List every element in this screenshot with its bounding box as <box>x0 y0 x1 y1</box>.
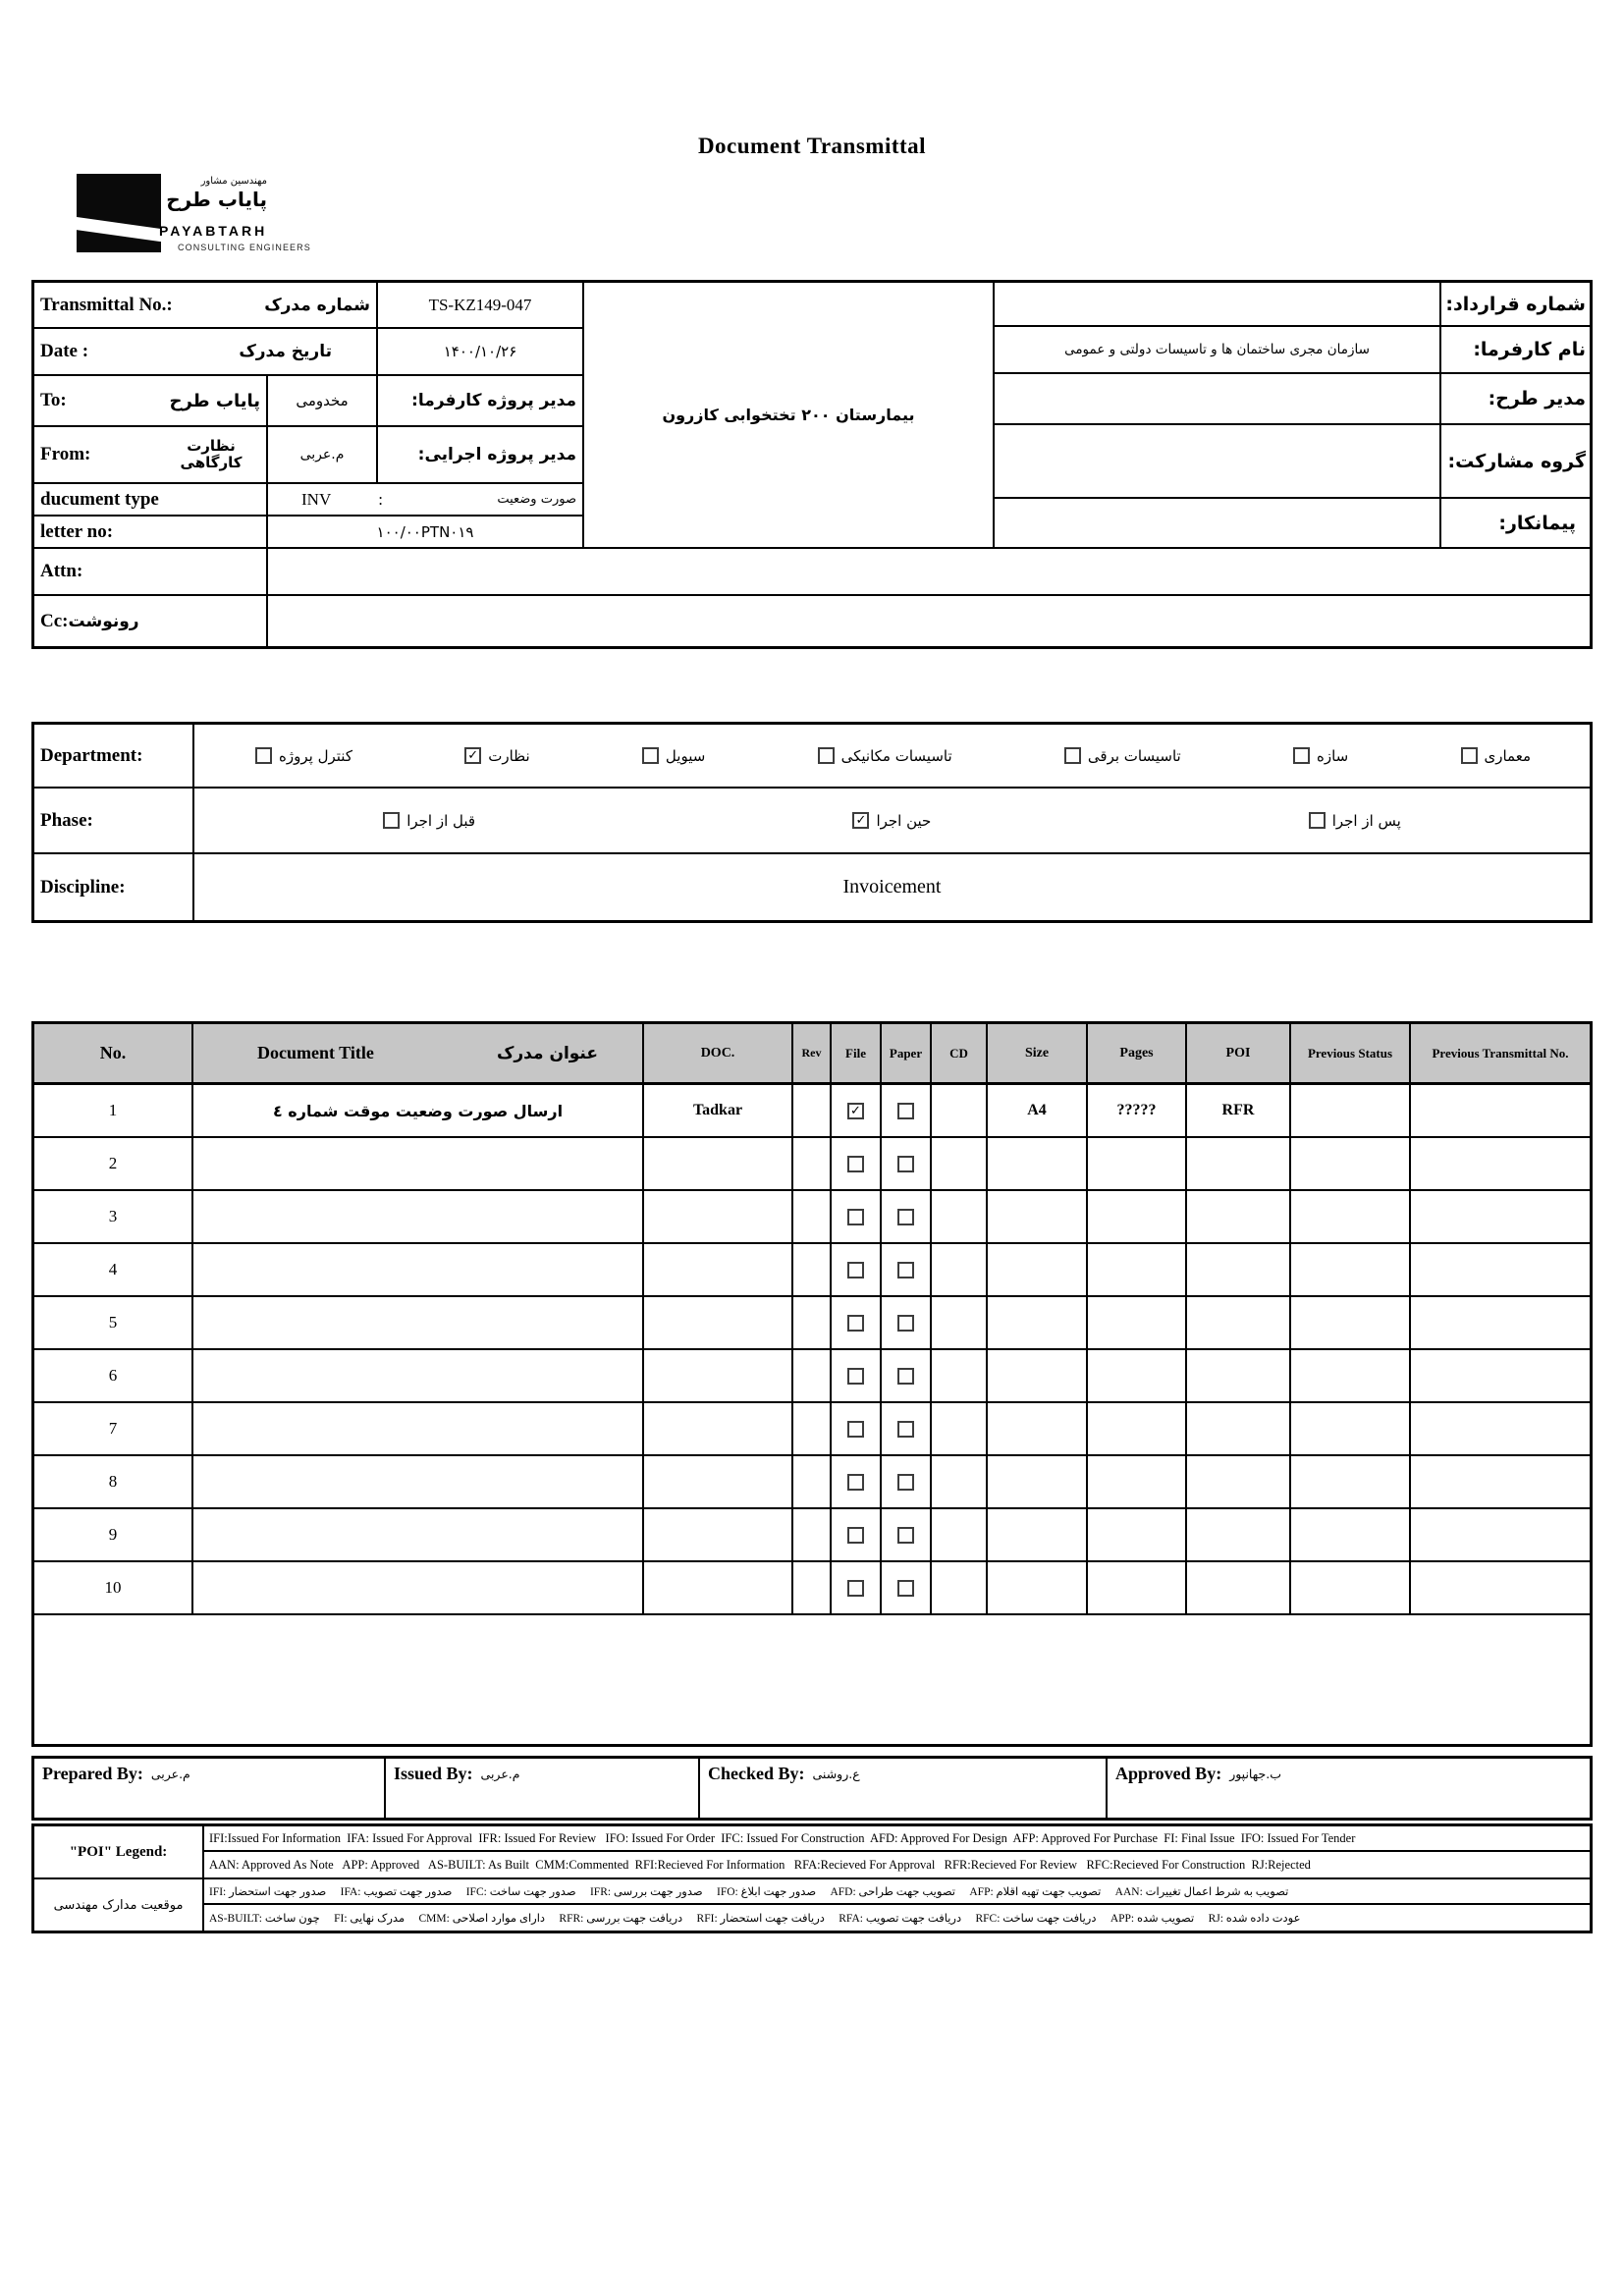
paper-checkbox[interactable] <box>897 1262 914 1279</box>
project-name: بیمارستان ۲۰۰ تختخوابی کازرون <box>662 406 915 424</box>
row-poi <box>1187 1403 1291 1454</box>
table-header-row <box>34 1024 1590 1085</box>
col-header-file: File <box>832 1024 882 1082</box>
row-no: 2 <box>34 1138 193 1189</box>
prepared-by-name: م.عربی <box>150 1767 190 1781</box>
before-execution-checkbox[interactable] <box>383 812 400 829</box>
classification-table <box>31 722 1593 923</box>
electrical-checkbox[interactable] <box>1064 747 1081 764</box>
row-pages <box>1088 1191 1187 1242</box>
row-prev-transmittal <box>1411 1562 1590 1613</box>
row-pages <box>1088 1297 1187 1348</box>
row-no: 5 <box>34 1297 193 1348</box>
fa-legend-line-1: IFI: صدور جهت استحضار IFA: صدور جهت تصویب IFC: صدور جهت ساخت IFR: صدور جهت بررسی IFO: صدور جهت ابلاغ AFD: تصویب جهت طراحی AFP: تصویب جهت تهیه اقلام AAN: تصویب به شرط اعمال تغییرات <box>204 1879 1590 1905</box>
row-doc <box>644 1350 793 1401</box>
row-rev <box>793 1350 832 1401</box>
row-poi <box>1187 1350 1291 1401</box>
row-cd <box>932 1509 988 1560</box>
row-doc <box>644 1562 793 1613</box>
department-option-civil <box>642 747 705 765</box>
cc-row <box>34 596 1590 646</box>
col-header-title-en: Document Title <box>257 1043 374 1062</box>
logo-swoosh-icon <box>77 216 161 243</box>
row-no: 9 <box>34 1509 193 1560</box>
row-size: A4 <box>988 1085 1088 1136</box>
cc-label-fa: رونوشت <box>68 611 139 631</box>
contract-no-label: شماره قرارداد: <box>1441 283 1590 327</box>
row-title <box>193 1244 644 1295</box>
issued-by-name: م.عربی <box>480 1767 520 1781</box>
date-value: ۱۴۰۰/۱۰/۲۶ <box>443 343 517 360</box>
footer <box>31 1756 1593 1933</box>
phase-option-before <box>383 812 475 830</box>
row-cd <box>932 1138 988 1189</box>
row-rev <box>793 1085 832 1136</box>
department-option-project-control <box>255 747 352 765</box>
col-header-paper: Paper <box>882 1024 932 1082</box>
row-no: 8 <box>34 1456 193 1507</box>
transmittal-no-label: Transmittal No.: <box>40 294 173 315</box>
partnership-label: گروه مشارکت: <box>1441 425 1590 499</box>
discipline-row <box>34 854 1590 920</box>
row-poi <box>1187 1138 1291 1189</box>
phase-option-after <box>1309 812 1401 830</box>
col-header-poi: POI <box>1187 1024 1291 1082</box>
document-table <box>31 1021 1593 1747</box>
file-checkbox[interactable] <box>847 1156 864 1172</box>
client-name-row <box>995 327 1590 374</box>
row-prev-status <box>1291 1297 1411 1348</box>
file-checkbox[interactable] <box>847 1209 864 1225</box>
row-rev <box>793 1191 832 1242</box>
table-row <box>34 1191 1590 1244</box>
transmittal-no-label-fa: شماره مدرک <box>264 295 370 315</box>
info-table <box>31 280 1593 649</box>
date-row <box>34 329 584 376</box>
cc-value <box>268 596 1590 646</box>
supervision-label: نظارت <box>488 746 530 765</box>
row-prev-status <box>1291 1350 1411 1401</box>
fa-legend-label: موقعیت مدارک مهندسی <box>34 1879 204 1931</box>
date-label: Date : <box>40 341 89 361</box>
row-no: 10 <box>34 1562 193 1613</box>
table-row <box>34 1509 1590 1562</box>
phase-label: Phase: <box>34 789 194 852</box>
from-value: نظارت کارگاهی <box>180 436 243 471</box>
checked-by-name: ع.روشنی <box>812 1767 860 1781</box>
paper-checkbox[interactable] <box>897 1527 914 1544</box>
row-title <box>193 1509 644 1560</box>
poi-legend-row <box>34 1826 1590 1879</box>
row-cd <box>932 1350 988 1401</box>
row-doc <box>644 1509 793 1560</box>
row-doc <box>644 1456 793 1507</box>
row-cd <box>932 1244 988 1295</box>
row-prev-status <box>1291 1509 1411 1560</box>
row-cd <box>932 1191 988 1242</box>
row-doc <box>644 1403 793 1454</box>
prepared-by-cell <box>34 1759 386 1818</box>
page-title: Document Transmittal <box>697 134 927 158</box>
legend-table <box>31 1823 1593 1933</box>
from-label: From: <box>40 444 91 464</box>
mechanical-checkbox[interactable] <box>818 747 835 764</box>
row-prev-status <box>1291 1562 1411 1613</box>
col-header-rev: Rev <box>793 1024 832 1082</box>
design-manager-row <box>995 374 1590 425</box>
exec-pm-label: مدیر پروژه اجرایی: <box>417 445 576 464</box>
prepared-by-label: Prepared By: <box>42 1764 143 1783</box>
poi-legend-label: "POI" Legend: <box>34 1826 204 1877</box>
row-title <box>193 1562 644 1613</box>
contractor-label: پیمانکار: <box>1441 499 1590 549</box>
company-logo-icon <box>77 174 161 252</box>
letter-no-row <box>34 517 584 549</box>
contractor-value <box>995 499 1441 549</box>
row-poi <box>1187 1191 1291 1242</box>
col-header-prev-status: Previous Status <box>1291 1024 1411 1082</box>
row-pages <box>1088 1138 1187 1189</box>
table-row <box>34 1297 1590 1350</box>
row-pages <box>1088 1509 1187 1560</box>
row-size <box>988 1244 1088 1295</box>
department-option-mechanical <box>818 747 952 765</box>
row-pages <box>1088 1403 1187 1454</box>
col-header-cd: CD <box>932 1024 988 1082</box>
design-manager-label: مدیر طرح: <box>1441 374 1590 425</box>
row-title <box>193 1350 644 1401</box>
row-size <box>988 1191 1088 1242</box>
date-label-fa: تاریخ مدرک <box>239 342 332 361</box>
col-header-doc: DOC. <box>644 1024 793 1082</box>
row-pages <box>1088 1562 1187 1613</box>
contract-no-value <box>995 283 1441 327</box>
row-prev-transmittal <box>1411 1456 1590 1507</box>
partnership-row <box>995 425 1590 499</box>
row-prev-status <box>1291 1191 1411 1242</box>
row-prev-transmittal <box>1411 1191 1590 1242</box>
project-name-cell <box>584 283 995 549</box>
row-rev <box>793 1297 832 1348</box>
table-row <box>34 1085 1590 1138</box>
row-title <box>193 1297 644 1348</box>
row-rev <box>793 1138 832 1189</box>
during-execution-label: حین اجرا <box>876 811 932 830</box>
row-prev-transmittal <box>1411 1350 1590 1401</box>
row-size <box>988 1297 1088 1348</box>
from-row <box>34 427 584 484</box>
row-no: 4 <box>34 1244 193 1295</box>
row-size <box>988 1350 1088 1401</box>
row-cd <box>932 1297 988 1348</box>
after-execution-label: پس از اجرا <box>1331 811 1401 830</box>
checked-by-cell <box>700 1759 1108 1818</box>
doc-type-colon: : <box>378 489 383 509</box>
row-pages <box>1088 1456 1187 1507</box>
table-row <box>34 1562 1590 1615</box>
paper-checkbox[interactable] <box>897 1209 914 1225</box>
row-cd <box>932 1085 988 1136</box>
row-prev-status <box>1291 1244 1411 1295</box>
project-control-checkbox[interactable] <box>255 747 272 764</box>
row-prev-status <box>1291 1403 1411 1454</box>
client-pm-label: مدیر پروژه کارفرما: <box>411 391 576 410</box>
fa-legend-line-2: AS-BUILT: چون ساخت FI: مدرک نهایی CMM: دارای موارد اصلاحی RFR: دریافت جهت بررسی RFI: دریافت جهت استحضار RFA: دریافت جهت تصویب RFC: دریافت جهت ساخت APP: تصویب شده RJ: عودت داده شده <box>209 1913 1301 1925</box>
table-row <box>34 1456 1590 1509</box>
row-pages <box>1088 1244 1187 1295</box>
discipline-value: Invoicement <box>842 876 942 898</box>
row-rev <box>793 1403 832 1454</box>
col-header-no: No. <box>34 1024 193 1082</box>
row-prev-transmittal <box>1411 1297 1590 1348</box>
paper-checkbox[interactable] <box>897 1103 914 1119</box>
paper-checkbox[interactable] <box>897 1315 914 1332</box>
file-checkbox[interactable] <box>847 1262 864 1279</box>
col-header-pages: Pages <box>1088 1024 1187 1082</box>
checked-by-label: Checked By: <box>708 1764 805 1783</box>
department-option-supervision <box>464 747 529 765</box>
poi-legend-line-1: IFI:Issued For Information IFA: Issued For Approval IFR: Issued For Review IFO: Issued For Order IFC: Issued For Construction AFD: Approved For Design AFP: Approved For Purchase FI: Final Issue IFO: Issued For Tender <box>204 1826 1590 1852</box>
paper-checkbox[interactable] <box>897 1580 914 1597</box>
row-prev-status <box>1291 1456 1411 1507</box>
row-size <box>988 1562 1088 1613</box>
row-poi <box>1187 1509 1291 1560</box>
col-header-title-fa: عنوان مدرک <box>496 1043 598 1063</box>
cc-label: Cc: <box>40 610 69 631</box>
file-checkbox[interactable] <box>847 1421 864 1438</box>
row-cd <box>932 1562 988 1613</box>
row-rev <box>793 1509 832 1560</box>
col-header-prev-transmittal: Previous Transmittal No. <box>1432 1045 1569 1061</box>
file-checkbox[interactable] <box>847 1368 864 1385</box>
attn-value <box>268 549 1590 596</box>
row-rev <box>793 1562 832 1613</box>
electrical-label: تاسیسات برقی <box>1087 746 1181 765</box>
row-no: 3 <box>34 1191 193 1242</box>
table-row <box>34 1138 1590 1191</box>
attn-row <box>34 549 1590 596</box>
row-prev-status <box>1291 1138 1411 1189</box>
col-header-size: Size <box>988 1024 1088 1082</box>
department-option-structure <box>1293 747 1348 765</box>
before-execution-label: قبل از اجرا <box>406 811 476 830</box>
design-manager-value <box>995 374 1441 425</box>
row-size <box>988 1509 1088 1560</box>
department-row <box>34 725 1590 789</box>
row-doc <box>644 1191 793 1242</box>
file-checkbox[interactable] <box>847 1527 864 1544</box>
row-poi: RFR <box>1187 1085 1291 1136</box>
poi-legend-line-2: AAN: Approved As Note APP: Approved AS-BUILT: As Built CMM:Commented RFI:Recieved For Information RFA:Recieved For Approval RFR:Recieved For Review RFC:Recieved For Construction RJ:Rejected <box>209 1857 1311 1872</box>
row-cd <box>932 1403 988 1454</box>
structure-checkbox[interactable] <box>1293 747 1310 764</box>
row-doc <box>644 1244 793 1295</box>
letter-no-value: ۱۰۰/۰۰PTN۰۱۹ <box>376 522 474 541</box>
col-header-title <box>193 1024 644 1082</box>
to-value: پایاب طرح <box>169 390 260 411</box>
row-prev-transmittal <box>1411 1403 1590 1454</box>
row-pages: ????? <box>1088 1085 1187 1136</box>
row-size <box>988 1138 1088 1189</box>
row-no: 1 <box>34 1085 193 1136</box>
row-size <box>988 1456 1088 1507</box>
from-person: م.عربی <box>299 447 345 462</box>
project-control-label: کنترل پروژه <box>279 746 352 765</box>
doc-type-fa: صورت وضعیت <box>497 492 576 507</box>
row-doc: Tadkar <box>644 1085 793 1136</box>
file-checkbox[interactable] <box>847 1315 864 1332</box>
discipline-label: Discipline: <box>34 854 194 920</box>
paper-checkbox[interactable] <box>897 1156 914 1172</box>
row-title <box>193 1403 644 1454</box>
row-no: 6 <box>34 1350 193 1401</box>
contractor-row <box>995 499 1590 549</box>
letter-no-label: letter no: <box>40 520 114 542</box>
supervision-checkbox[interactable]: ✓ <box>464 747 481 764</box>
issued-by-label: Issued By: <box>394 1764 473 1783</box>
architecture-checkbox[interactable] <box>1461 747 1478 764</box>
info-left-block <box>34 283 584 549</box>
row-poi <box>1187 1562 1291 1613</box>
phase-option-during <box>852 812 931 830</box>
info-right-block <box>995 283 1590 549</box>
file-checkbox[interactable] <box>847 1580 864 1597</box>
structure-label: سازه <box>1316 746 1349 765</box>
table-row <box>34 1350 1590 1403</box>
row-size <box>988 1403 1088 1454</box>
to-label: To: <box>40 390 67 410</box>
row-poi <box>1187 1456 1291 1507</box>
paper-checkbox[interactable] <box>897 1474 914 1491</box>
fa-legend-row <box>34 1879 1590 1931</box>
to-row <box>34 376 584 427</box>
row-title <box>193 1138 644 1189</box>
paper-checkbox[interactable] <box>897 1368 914 1385</box>
row-cd <box>932 1456 988 1507</box>
row-prev-transmittal <box>1411 1085 1590 1136</box>
row-prev-transmittal <box>1411 1244 1590 1295</box>
row-rev <box>793 1456 832 1507</box>
issued-by-cell <box>386 1759 700 1818</box>
after-execution-checkbox[interactable] <box>1309 812 1326 829</box>
partnership-value <box>995 425 1441 499</box>
row-doc <box>644 1297 793 1348</box>
during-execution-checkbox[interactable]: ✓ <box>852 812 869 829</box>
mechanical-label: تاسیسات مکانیکی <box>840 746 952 765</box>
row-title: ارسال صورت وضعیت موقت شماره ٤ <box>193 1085 644 1136</box>
civil-label: سیویل <box>665 746 706 765</box>
row-prev-status <box>1291 1085 1411 1136</box>
approved-by-cell <box>1108 1759 1590 1818</box>
logo-name-fa: پایاب طرح <box>166 188 267 211</box>
department-option-architecture <box>1461 747 1532 765</box>
row-prev-transmittal <box>1411 1138 1590 1189</box>
table-row <box>34 1244 1590 1297</box>
row-title <box>193 1456 644 1507</box>
row-no: 7 <box>34 1403 193 1454</box>
contract-no-row <box>995 283 1590 327</box>
doc-type-value: INV <box>301 489 332 509</box>
table-row <box>34 1403 1590 1456</box>
logo-subtitle: CONSULTING ENGINEERS <box>178 243 311 252</box>
row-poi <box>1187 1297 1291 1348</box>
to-person: مخدومی <box>296 392 349 409</box>
doc-type-label: ducument type <box>40 488 159 510</box>
approved-by-label: Approved By: <box>1115 1764 1222 1783</box>
phase-row <box>34 789 1590 854</box>
client-name-value: سازمان مجری ساختمان ها و تاسیسات دولتی و عمومی <box>1064 342 1370 357</box>
row-poi <box>1187 1244 1291 1295</box>
civil-checkbox[interactable] <box>642 747 659 764</box>
transmittal-no-row <box>34 283 584 329</box>
logo-tagline: مهندسین مشاور <box>200 176 267 187</box>
logo-name-en: PAYABTARH <box>159 223 268 239</box>
signature-row <box>31 1756 1593 1821</box>
row-pages <box>1088 1350 1187 1401</box>
client-name-label: نام کارفرما: <box>1441 327 1590 374</box>
attn-label: Attn: <box>40 561 83 581</box>
file-checkbox[interactable]: ✓ <box>847 1103 864 1119</box>
department-option-electrical <box>1064 747 1181 765</box>
doc-type-row <box>34 484 584 517</box>
table-empty-area <box>34 1615 1590 1744</box>
row-rev <box>793 1244 832 1295</box>
row-prev-transmittal <box>1411 1509 1590 1560</box>
row-doc <box>644 1138 793 1189</box>
row-title <box>193 1191 644 1242</box>
department-label: Department: <box>34 725 194 787</box>
architecture-label: معماری <box>1484 746 1531 765</box>
paper-checkbox[interactable] <box>897 1421 914 1438</box>
approved-by-name: ب.جهانپور <box>1229 1767 1281 1781</box>
file-checkbox[interactable] <box>847 1474 864 1491</box>
transmittal-no-value: TS-KZ149-047 <box>378 283 584 329</box>
